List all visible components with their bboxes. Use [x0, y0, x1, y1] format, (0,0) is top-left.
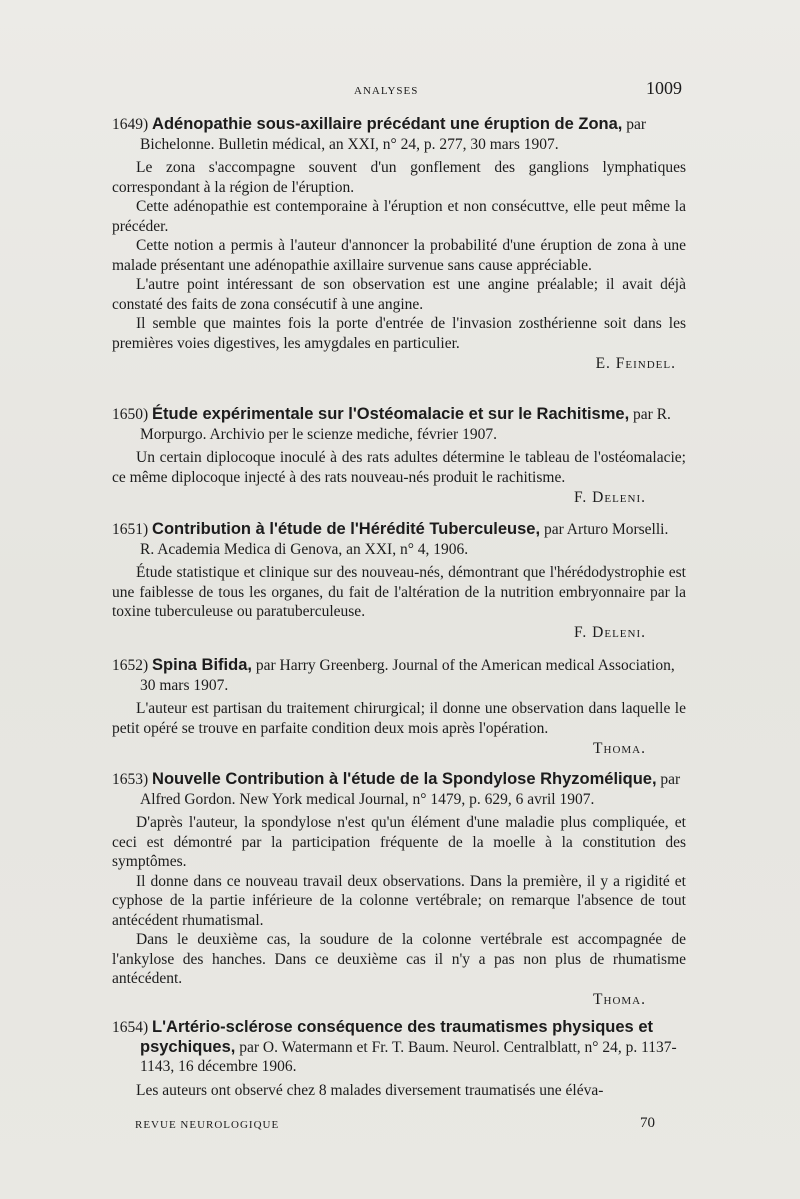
article-number: 1649)	[112, 116, 149, 133]
journal-name: REVUE NEUROLOGIQUE	[135, 1119, 280, 1131]
article-number: 1652)	[112, 657, 149, 674]
article-title: Adénopathie sous-axillaire précédant une éruption de Zona,	[152, 115, 623, 133]
article-title: Nouvelle Contribution à l'étude de la Spondylose Rhyzomélique,	[152, 770, 657, 788]
signature: E. Feindel.	[595, 355, 676, 372]
paragraph: Il semble que maintes fois la porte d'entrée de l'invasion zosthérienne soit dans les premières voies digestives, les amygdales en particulier.	[112, 315, 686, 352]
paragraph: Cette adénopathie est contemporaine à l'éruption et non consécuttve, elle peut même la précéder.	[112, 198, 686, 235]
article-citation: par O. Watermann et Fr. T. Baum. Neurol. Centralblatt, n° 24, p. 1137-1143, 16 décembre 1906.	[140, 1038, 677, 1075]
article-number: 1650)	[112, 406, 149, 423]
paragraph: L'autre point intéressant de son observation est une angine préalable; il avait déjà constaté des faits de zona consécutif à une angine.	[112, 276, 686, 313]
paragraph: D'après l'auteur, la spondylose n'est qu'un élément d'une maladie plus compliquée, et ceci est démontré par la participation fréquente de la moelle à la constitution des symptômes.	[112, 814, 686, 870]
article-title: Contribution à l'étude de l'Hérédité Tuberculeuse,	[152, 520, 541, 538]
page-number: 1009	[646, 78, 682, 98]
article-1654	[112, 1018, 686, 1100]
article-citation: par R. Morpurgo. Archivio per le scienze mediche, février 1907.	[140, 406, 671, 443]
article-1650	[112, 405, 686, 508]
paragraph: Étude statistique et clinique sur des nouveau-nés, démontrant que l'hérédodystrophie est une faiblesse de tous les organes, du fait de l'altération de la nutrition embryonnaire par la toxine tuberculeuse ou paratuberculeuse.	[112, 564, 686, 620]
article-1651	[112, 520, 686, 642]
article-citation: par Bichelonne. Bulletin médical, an XXI, n° 24, p. 277, 30 mars 1907.	[140, 116, 647, 153]
running-title: ANALYSES	[354, 85, 419, 97]
signature: F. Deleni.	[574, 489, 646, 506]
article-heading	[112, 656, 686, 695]
article-number: 1653)	[112, 771, 149, 788]
paragraph: Dans le deuxième cas, la soudure de la colonne vertébrale est accompagnée de l'ankylose des hanches. Dans ce deuxième cas il n'y a pas non plus de rhumatisme antécédent.	[112, 931, 686, 987]
article-1653	[112, 770, 686, 1009]
article-1652	[112, 656, 686, 759]
running-header	[112, 78, 682, 102]
article-citation: par Alfred Gordon. New York medical Journal, n° 1479, p. 629, 6 avril 1907.	[140, 771, 681, 808]
article-citation: par Arturo Morselli. R. Academia Medica di Genova, an XXI, n° 4, 1906.	[140, 521, 669, 558]
paragraph: Le zona s'accompagne souvent d'un gonflement des ganglions lymphatiques correspondant à la région de l'éruption.	[112, 159, 686, 196]
signature: F. Deleni.	[574, 623, 646, 641]
paragraph: Un certain diplocoque inoculé à des rats adultes détermine le tableau de l'ostéomalacie; ce même diplocoque injecté à des rats nouveau-nés produit le rachitisme.	[112, 449, 686, 486]
page-footer	[135, 1115, 655, 1139]
article-citation: par Harry Greenberg. Journal of the American medical Association, 30 mars 1907.	[140, 657, 675, 694]
article-heading	[112, 770, 686, 809]
paragraph: Les auteurs ont observé chez 8 malades diversement traumatisés une éléva-	[136, 1081, 604, 1099]
paragraph: Cette notion a permis à l'auteur d'annoncer la probabilité d'une éruption de zona à une malade présentant une adénopathie axillaire survenue sans cause appréciable.	[112, 237, 686, 274]
article-heading	[112, 1018, 686, 1077]
paragraph: Il donne dans ce nouveau travail deux observations. Dans la première, il y a rigidité et cyphose de la partie inférieure de la colonne vertébrale; on remarque l'absence de tout antécédent rhumatismal.	[112, 872, 686, 929]
article-heading	[112, 520, 686, 559]
article-heading	[112, 115, 686, 154]
article-heading	[112, 405, 686, 444]
signature: Thoma.	[593, 990, 646, 1008]
article-title: L'Artério-sclérose conséquence des traumatismes physiques et psychiques,	[140, 1018, 653, 1056]
signature-mark: 70	[640, 1115, 655, 1131]
article-title: Spina Bifida,	[152, 656, 252, 674]
article-number: 1654)	[112, 1019, 149, 1036]
paragraph: L'auteur est partisan du traitement chirurgical; il donne une observation dans laquelle le petit opéré se trouve en parfaite condition deux mois après l'opération.	[112, 700, 686, 737]
article-title: Étude expérimentale sur l'Ostéomalacie et sur le Rachitisme,	[152, 405, 630, 423]
article-1649	[112, 115, 686, 374]
signature: Thoma.	[593, 740, 646, 757]
article-number: 1651)	[112, 521, 149, 538]
